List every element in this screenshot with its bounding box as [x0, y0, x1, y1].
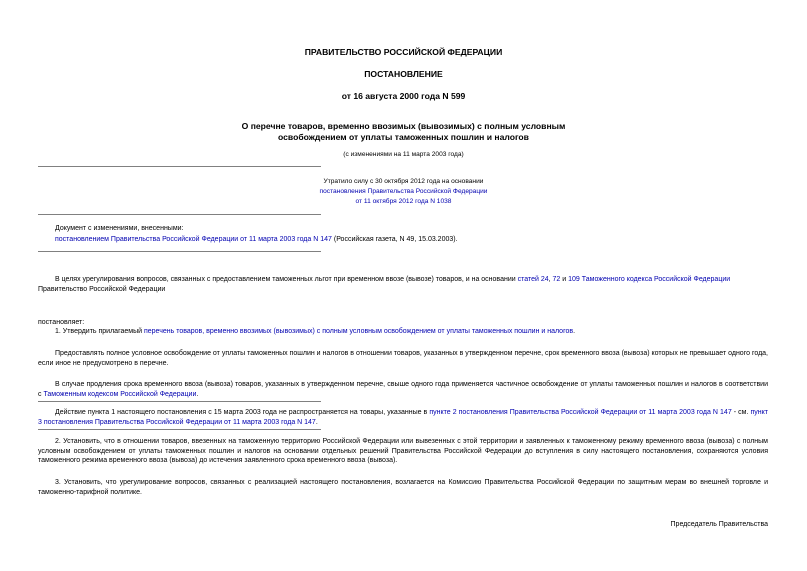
preamble-paragraph: В целях урегулирования вопросов, связанных с предоставлением таможенных льгот при временном ввозе (вывозе) товаров, и на основании статей 24, 72 и 109 Таможенного кодекса Российской Федерации Правительство Российской Федерации	[38, 276, 731, 293]
amendments-note: (с изменениями на 11 марта 2003 года)	[343, 151, 464, 158]
government-heading: ПРАВИТЕЛЬСТВО РОССИЙСКОЙ ФЕДЕРАЦИИ	[304, 47, 503, 57]
repeal-decree-date-link[interactable]: от 11 октября 2012 года N 1038	[355, 198, 452, 205]
divider-5	[38, 429, 321, 430]
customs-code-link[interactable]: Таможенного кодекса Российской Федерации	[581, 276, 731, 283]
item-2-paragraph: 2. Установить, что в отношении товаров, ввезенных на таможенную территорию Российской Федерации или вывезенных с этой территории и заявленных к таможенному режиму временного ввоза (вывоза) с полным условным освобождением от уплаты таможенных пошлин и налогов на основании отдельных решений Правительства Российской Федерации до вступления в силу настоящего постановления, сохраняются условия таможенного режима временного ввоза (вывоза) до истечения заявленного срока временного ввоза (вывоза).	[38, 438, 768, 464]
repeal-line-1: Утратило силу с 30 октября 2012 года на основании	[323, 178, 484, 185]
customs-code-link-2[interactable]: Таможенным кодексом Российской Федерации	[43, 390, 197, 398]
article-72-link[interactable]: 72	[552, 276, 561, 283]
date-number-heading: от 16 августа 2000 года N 599	[341, 91, 466, 101]
decree-147-item-3-link[interactable]: пункт 3 постановления Правительства Российской Федерации от 11 марта 2003 года N 147	[38, 409, 768, 426]
goods-list-link[interactable]: перечень товаров, временно ввозимых (вывозимых) с полным условным освобождением от уплаты таможенных пошлин и налогов	[143, 328, 574, 335]
item-1-paragraph: 1. Утвердить прилагаемый перечень товаров, временно ввозимых (вывозимых) с полным условным освобождением от уплаты таможенных пошлин и налогов.	[55, 328, 576, 335]
article-109-link[interactable]: 109	[568, 276, 580, 283]
title-line-1: О перечне товаров, временно ввозимых (вывозимых) с полным условным	[241, 121, 566, 131]
decree-147-item-2-link[interactable]: пункте 2 постановления Правительства Российской Федерации от 11 марта 2003 года N 147	[429, 409, 732, 416]
divider-1	[38, 166, 321, 167]
changes-line	[55, 235, 795, 245]
item-3-paragraph: 3. Установить, что урегулирование вопросов, связанных с реализацией настоящего постановления, возлагается на Комиссию Правительства Российской Федерации по защитным мерам во внешней торговле и таможенно-тарифной политике.	[38, 479, 768, 496]
decides-text: постановляет:	[38, 319, 85, 326]
repeal-decree-link[interactable]: постановления Правительства Российской Федерации	[319, 188, 488, 195]
divider-3	[38, 251, 321, 252]
divider-2	[38, 214, 321, 215]
doc-type-heading: ПОСТАНОВЛЕНИЕ	[364, 69, 443, 79]
changes-intro: Документ с изменениями, внесенными:	[55, 225, 184, 232]
divider-4	[38, 401, 321, 402]
partial-exemption-paragraph: В случае продления срока временного ввоза (вывоза) товаров, указанных в утвержденном перечне, свыше одного года применяется частичное освобождение от уплаты таможенных пошлин и налогов в соответствии с Таможенным кодексом Российской Федерации.	[38, 381, 768, 398]
government-subject: Правительство Российской Федерации	[38, 285, 166, 293]
changes-source: (Российская газета, N 49, 15.03.2003).	[331, 236, 458, 243]
signature-title: Председатель Правительства	[670, 521, 768, 528]
note-paragraph: Действие пункта 1 настоящего постановления с 15 марта 2003 года не распространяется на товары, указанные в пункте 2 постановления Правительства Российской Федерации от 11 марта 2003 года N 147 - см. пункт 3 постановления Правительства Российской Федерации от 11 марта 2003 года N 147.	[38, 409, 768, 426]
changes-decree-link[interactable]: постановлением Правительства Российской Федерации от 11 марта 2003 года N 147	[55, 236, 332, 243]
article-24-link[interactable]: статей 24	[517, 276, 549, 283]
title-line-2: освобождением от уплаты таможенных пошлин и налогов	[278, 132, 529, 142]
full-exemption-paragraph: Предоставлять полное условное освобождение от уплаты таможенных пошлин и налогов в отношении товаров, указанных в утвержденном перечне, срок временного ввоза (вывоза) которых не превышает одного года, если иное не предусмотрено в перечне.	[38, 350, 768, 367]
